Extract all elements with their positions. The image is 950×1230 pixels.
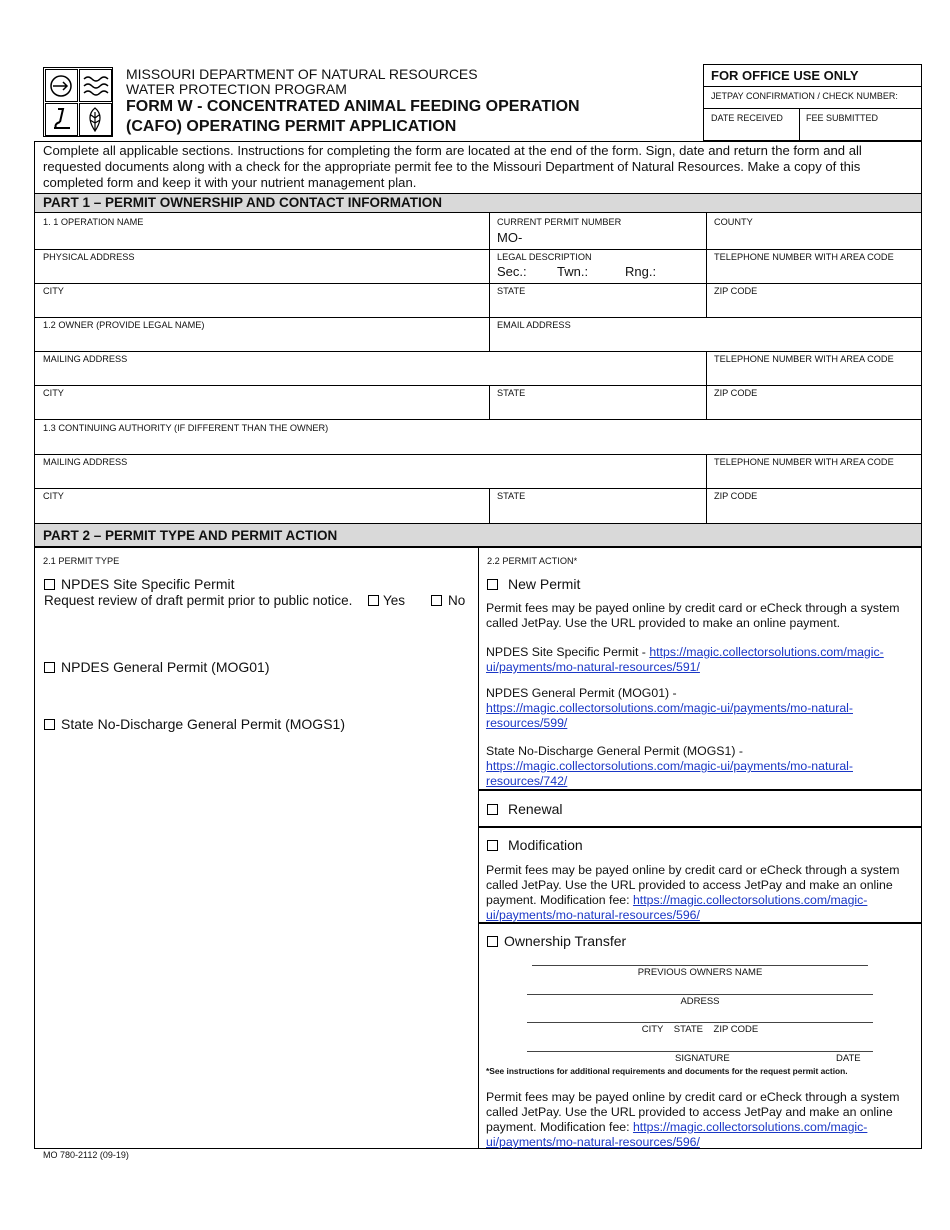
county-label: COUNTY	[714, 217, 753, 227]
see-instructions-note: *See instructions for additional requirements and documents for the request permit action.	[486, 1066, 848, 1076]
physical-address-label: PHYSICAL ADDRESS	[43, 252, 135, 262]
owner-city-label: CITY	[43, 388, 64, 398]
address-label: ADRESS	[680, 996, 720, 1007]
city-state-zip-label: CITY STATE ZIP CODE	[641, 1024, 759, 1035]
owner-telephone-label: TELEPHONE NUMBER WITH AREA CODE	[714, 354, 894, 364]
legal-description-label: LEGAL DESCRIPTION	[497, 252, 592, 262]
npdes-site-option[interactable]: NPDES Site Specific Permit	[44, 576, 235, 593]
ca-city-label: CITY	[43, 491, 64, 501]
ownership-transfer-option[interactable]: Ownership Transfer	[487, 933, 626, 950]
current-permit-label: CURRENT PERMIT NUMBER	[497, 217, 622, 227]
program-name: WATER PROTECTION PROGRAM	[126, 81, 347, 97]
npdes-general-checkbox[interactable]	[44, 662, 55, 673]
target-icon	[45, 69, 78, 102]
city-label: CITY	[43, 286, 64, 296]
review-no-option[interactable]: No	[431, 592, 465, 609]
review-yes-checkbox[interactable]	[368, 595, 379, 606]
new-permit-option[interactable]: New Permit	[487, 576, 580, 593]
modification-info: Permit fees may be payed online by credit card or eCheck through a system called JetPay. Use the URL provided to access JetPay and make an online payment. Modification fee: https://magic.collectorsolutions.com/magic-ui/payments/mo-natural-resources/596/	[486, 863, 900, 922]
new-permit-checkbox[interactable]	[487, 579, 498, 590]
continuing-authority-label: 1.3 CONTINUING AUTHORITY (IF DIFFERENT THAN THE OWNER)	[43, 423, 329, 433]
office-use-box	[703, 64, 922, 141]
leaf-icon	[79, 103, 112, 136]
owner-zip-label: ZIP CODE	[714, 388, 758, 398]
twn-label: Twn.:	[557, 264, 589, 279]
general-fee-link[interactable]: https://magic.collectorsolutions.com/magic-ui/payments/mo-natural-resources/599/	[486, 701, 853, 730]
ca-mailing-address-label: MAILING ADDRESS	[43, 457, 128, 467]
form-title-line2: (CAFO) OPERATING PERMIT APPLICATION	[126, 118, 457, 135]
zip-label: ZIP CODE	[714, 286, 758, 296]
form-title-line1: FORM W - CONCENTRATED ANIMAL FEEDING OPERATION	[126, 98, 580, 115]
permit-type-label: 2.1 PERMIT TYPE	[43, 556, 120, 566]
current-permit-value[interactable]: MO-	[497, 230, 523, 245]
form-number: MO 780-2112 (09-19)	[43, 1150, 129, 1160]
site-fee-info: NPDES Site Specific Permit - https://magic.collectorsolutions.com/magic-ui/payments/mo-natural-resources/591/	[486, 645, 884, 674]
npdes-general-option[interactable]: NPDES General Permit (MOG01)	[44, 659, 270, 676]
sec-label: Sec.:	[497, 264, 527, 279]
date-label: DATE	[836, 1053, 861, 1064]
general-fee-info: NPDES General Permit (MOG01) - https://magic.collectorsolutions.com/magic-ui/payments/mo-natural-resources/599/	[486, 686, 853, 730]
site-fee-link[interactable]: https://magic.collectorsolutions.com/magic-ui/payments/mo-natural-resources/591/	[486, 645, 884, 674]
state-nodischarge-option[interactable]: State No-Discharge General Permit (MOGS1)	[44, 716, 345, 733]
dnr-logo	[43, 67, 113, 137]
nodischarge-fee-info: State No-Discharge General Permit (MOGS1) - https://magic.collectorsolutions.com/magic-ui/payments/mo-natural-resources/742/	[486, 744, 853, 788]
email-label: EMAIL ADDRESS	[497, 320, 571, 330]
ca-state-label: STATE	[497, 491, 526, 501]
state-label: STATE	[497, 286, 526, 296]
part2-heading: PART 2 – PERMIT TYPE AND PERMIT ACTION	[35, 523, 921, 548]
intro-instructions: Complete all applicable sections. Instructions for completing the form are located at the end of the form. Sign, date and return the form and all requested documents along with a check for the appropriate permit fee to the Missouri Department of Natural Resources. Make a copy of this completed form and keep it with your nutrient management plan.	[43, 143, 862, 190]
fee-submitted-label: FEE SUBMITTED	[806, 113, 879, 123]
renewal-option[interactable]: Renewal	[487, 801, 562, 818]
part1-heading: PART 1 – PERMIT OWNERSHIP AND CONTACT INFORMATION	[35, 193, 921, 213]
agency-name: MISSOURI DEPARTMENT OF NATURAL RESOURCES	[126, 66, 478, 82]
telephone-label: TELEPHONE NUMBER WITH AREA CODE	[714, 252, 894, 262]
state-nodischarge-checkbox[interactable]	[44, 719, 55, 730]
nodischarge-fee-link[interactable]: https://magic.collectorsolutions.com/magic-ui/payments/mo-natural-resources/742/	[486, 759, 853, 788]
review-yes-option[interactable]: Yes	[368, 592, 405, 609]
microscope-icon	[45, 103, 78, 136]
renewal-checkbox[interactable]	[487, 804, 498, 815]
previous-owner-label: PREVIOUS OWNERS NAME	[637, 967, 763, 978]
permit-action-label: 2.2 PERMIT ACTION*	[487, 556, 578, 566]
review-no-checkbox[interactable]	[431, 595, 442, 606]
ownership-transfer-checkbox[interactable]	[487, 936, 498, 947]
transfer-fee-info: Permit fees may be payed online by credit card or eCheck through a system called JetPay. Use the URL provided to access JetPay and make an online payment. Modification fee: https://magic.collectorsolutions.com/magic-ui/payments/mo-natural-resources/596/	[486, 1090, 900, 1149]
modification-checkbox[interactable]	[487, 840, 498, 851]
operation-name-label: 1. 1 OPERATION NAME	[43, 217, 144, 227]
modification-option[interactable]: Modification	[487, 837, 583, 854]
ca-telephone-label: TELEPHONE NUMBER WITH AREA CODE	[714, 457, 894, 467]
water-icon	[79, 69, 112, 102]
owner-label: 1.2 OWNER (PROVIDE LEGAL NAME)	[43, 320, 205, 330]
office-use-title: FOR OFFICE USE ONLY	[711, 68, 859, 83]
npdes-site-checkbox[interactable]	[44, 579, 55, 590]
jetpay-label: JETPAY CONFIRMATION / CHECK NUMBER:	[711, 91, 898, 101]
new-permit-info: Permit fees may be payed online by credit card or eCheck through a system called JetPay. Use the URL provided to make an online payment.	[486, 601, 900, 630]
owner-state-label: STATE	[497, 388, 526, 398]
request-review-text: Request review of draft permit prior to public notice.	[44, 593, 353, 608]
rng-label: Rng.:	[625, 264, 657, 279]
signature-label: SIGNATURE	[675, 1053, 730, 1064]
modification-fee-link[interactable]: https://magic.collectorsolutions.com/magic-ui/payments/mo-natural-resources/596/	[486, 893, 868, 922]
date-received-label: DATE RECEIVED	[711, 113, 783, 123]
owner-mailing-address-label: MAILING ADDRESS	[43, 354, 128, 364]
ca-zip-label: ZIP CODE	[714, 491, 758, 501]
transfer-fee-link[interactable]: https://magic.collectorsolutions.com/magic-ui/payments/mo-natural-resources/596/	[486, 1120, 868, 1149]
